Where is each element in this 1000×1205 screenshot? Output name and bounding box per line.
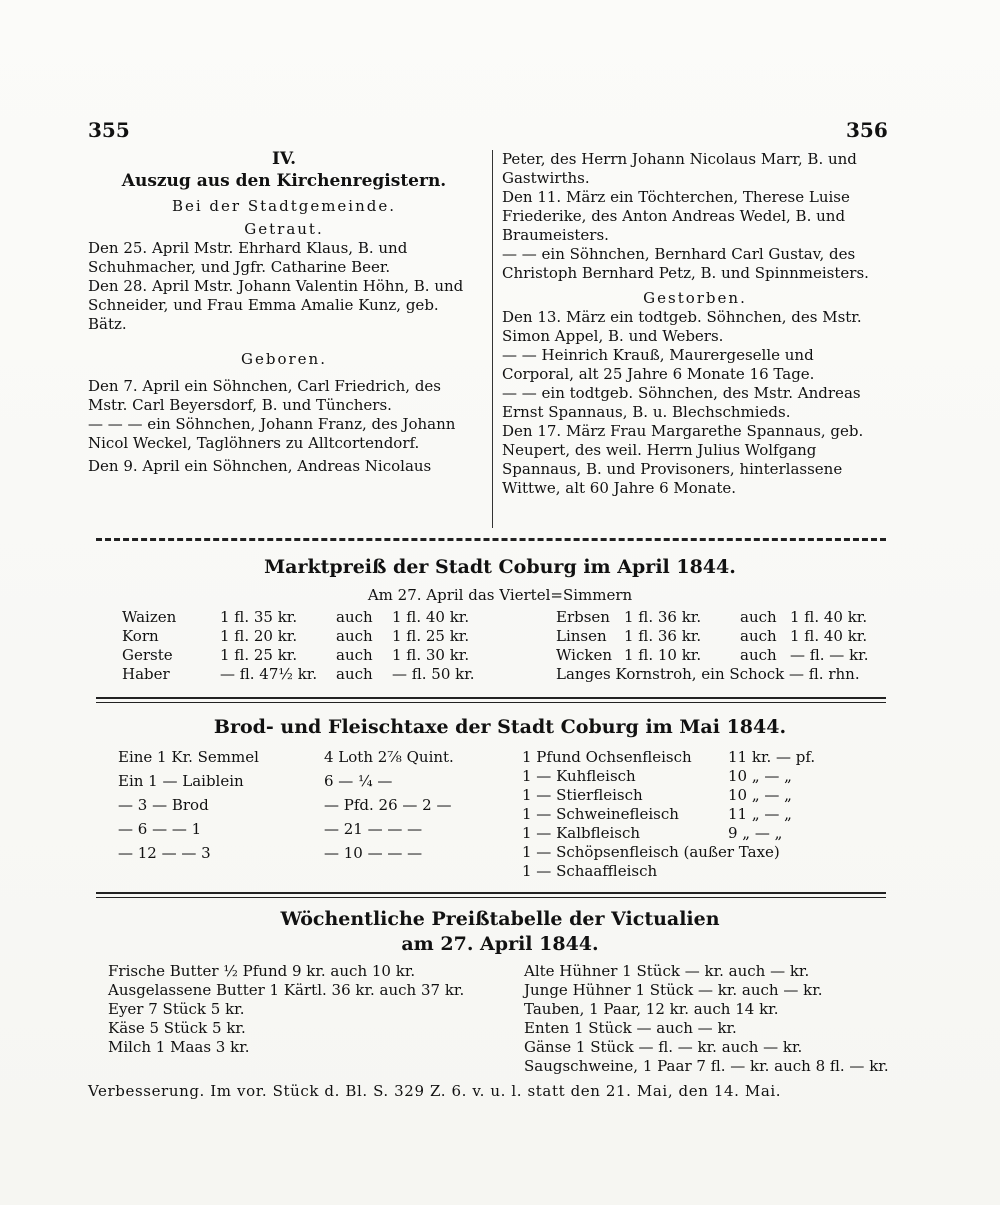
table-cell: Haber: [122, 665, 170, 683]
table-cell: 1 fl. 40 kr.: [790, 627, 868, 645]
table-row: [556, 627, 874, 646]
table-cell: 1 — Kalbfleisch: [522, 824, 641, 842]
table-cell: 11 „ — „: [728, 805, 792, 823]
table-cell: — 10 — — —: [324, 844, 423, 862]
market-title: Marktpreiß der Stadt Coburg im April 1844.: [264, 556, 736, 578]
table-row: [118, 815, 460, 839]
table-cell: auch: [740, 608, 777, 626]
market-subtitle: Am 27. April das Viertel=Simmern: [367, 586, 633, 604]
table-row: [522, 843, 821, 862]
table-row: [556, 665, 874, 684]
table-cell: 1 Pfund Ochsenfleisch: [522, 748, 692, 766]
table-cell: Waizen: [122, 608, 177, 626]
table-cell: Gerste: [122, 646, 173, 664]
weekly-subtitle: am 27. April 1844.: [401, 933, 599, 955]
entry-right-2: Den 11. März ein Töchterchen, Therese Luise Friederike, des Anton Andreas Wedel, B. und Braumeisters.: [502, 188, 850, 244]
table-row: [522, 862, 821, 881]
register-subheading: Bei der Stadtgemeinde.: [171, 197, 397, 215]
table-row: [522, 786, 821, 805]
table-row: [522, 805, 821, 824]
entry-married-1: Den 25. April Mstr. Ehrhard Klaus, B. und Schuhmacher, und Jgfr. Catharine Beer.: [88, 239, 408, 276]
list-item: Enten 1 Stück — auch — kr.: [524, 1019, 737, 1037]
table-cell: auch: [336, 608, 373, 626]
table-cell: 4 Loth 2⅞ Quint.: [324, 748, 454, 766]
entry-died-4: Den 17. März Frau Margarethe Spannaus, geb. Neupert, des weil. Herrn Julius Wolfgang Spannaus, B. und Provisoners, hinterlassene Wittwe, alt 60 Jahre 6 Monate.: [502, 422, 864, 497]
table-cell: — fl. — kr.: [790, 646, 869, 664]
weekly-right-list: [524, 962, 894, 1076]
table-cell: 1 fl. 40 kr.: [392, 608, 470, 626]
table-cell: Erbsen: [556, 608, 610, 626]
weekly-left-list: [108, 962, 498, 1057]
dashed-separator: [96, 538, 886, 541]
section-roman-numeral: IV.: [271, 149, 297, 169]
table-cell: auch: [336, 665, 373, 683]
table-cell: 11 kr. — pf.: [728, 748, 816, 766]
section-title-born: Geboren.: [241, 350, 327, 368]
section-title-married: Getraut.: [244, 220, 324, 238]
list-item: Gänse 1 Stück — fl. — kr. auch — kr.: [524, 1038, 803, 1056]
table-cell: 1 fl. 36 kr.: [624, 608, 702, 626]
table-row: [556, 646, 874, 665]
table-cell: 1 — Stierfleisch: [522, 786, 643, 804]
table-cell: 6 — ¼ —: [324, 772, 393, 790]
entry-born-2: — — — ein Söhnchen, Johann Franz, des Johann Nicol Weckel, Taglöhners zu Alltcortendorf.: [88, 415, 456, 452]
table-cell: 1 fl. 25 kr.: [392, 627, 470, 645]
list-item: Milch 1 Maas 3 kr.: [108, 1038, 250, 1056]
entry-born-3: Den 9. April ein Söhnchen, Andreas Nicolaus: [88, 457, 432, 475]
entry-died-3: — — ein todtgeb. Söhnchen, des Mstr. Andreas Ernst Spannaus, B. u. Blechschmieds.: [502, 384, 861, 421]
table-cell: 1 — Schweinefleisch: [522, 805, 679, 823]
entry-died-1: Den 13. März ein todtgeb. Söhnchen, des Mstr. Simon Appel, B. und Webers.: [502, 308, 862, 345]
table-cell: auch: [740, 627, 777, 645]
entry-right-3: — — ein Söhnchen, Bernhard Carl Gustav, des Christoph Bernhard Petz, B. und Spinnmeisters.: [502, 245, 869, 282]
column-divider: [492, 150, 493, 528]
table-cell: 9 „ — „: [728, 824, 783, 842]
table-cell: 1 fl. 10 kr.: [624, 646, 702, 664]
list-item: Käse 5 Stück 5 kr.: [108, 1019, 246, 1037]
table-cell: 1 fl. 36 kr.: [624, 627, 702, 645]
list-item: Junge Hühner 1 Stück — kr. auch — kr.: [524, 981, 823, 999]
table-cell: — 21 — — —: [324, 820, 423, 838]
table-cell: 1 fl. 35 kr.: [220, 608, 298, 626]
table-cell: — 12 — — 3: [118, 844, 211, 862]
table-cell: 1 — Schöpsenfleisch (außer Taxe): [522, 843, 780, 861]
entry-died-2: — — Heinrich Krauß, Maurergeselle und Corporal, alt 25 Jahre 6 Monate 16 Tage.: [502, 346, 815, 383]
table-row: [122, 627, 481, 646]
weekly-title: Wöchentliche Preißtabelle der Victualien: [280, 908, 720, 930]
table-cell: 1 fl. 20 kr.: [220, 627, 298, 645]
table-row: [118, 791, 460, 815]
table-cell: 1 fl. 25 kr.: [220, 646, 298, 664]
table-cell: — fl. 47½ kr.: [220, 665, 318, 683]
table-row: [522, 824, 821, 843]
market-table-left: [122, 608, 481, 684]
rule-bread-bottom: [96, 892, 886, 898]
table-row: [122, 608, 481, 627]
entry-right-1: Peter, des Herrn Johann Nicolaus Marr, B. und Gastwirths.: [502, 150, 857, 187]
section-title-died: Gestorben.: [643, 289, 747, 307]
table-cell: auch: [336, 646, 373, 664]
meat-table-right: [522, 748, 821, 881]
table-row: [118, 839, 460, 863]
page-number-left: 355: [88, 118, 130, 142]
table-cell: — 6 — — 1: [118, 820, 202, 838]
table-cell: Eine 1 Kr. Semmel: [118, 748, 259, 766]
table-row: [122, 665, 481, 684]
table-cell: — 3 — Brod: [118, 796, 209, 814]
table-cell: Wicken: [556, 646, 612, 664]
list-item: Eyer 7 Stück 5 kr.: [108, 1000, 245, 1018]
rule-market-bottom: [96, 697, 886, 703]
entry-born-1: Den 7. April ein Söhnchen, Carl Friedrich, des Mstr. Carl Beyersdorf, B. und Tünchers.: [88, 377, 441, 414]
correction-note: Verbesserung. Im vor. Stück d. Bl. S. 329 Z. 6. v. u. l. statt den 21. Mai, den 14. Mai.: [88, 1082, 782, 1100]
register-heading: Auszug aus den Kirchenregistern.: [121, 171, 447, 191]
list-item: Frische Butter ½ Pfund 9 kr. auch 10 kr.: [108, 962, 416, 980]
table-cell: 1 fl. 40 kr.: [790, 608, 868, 626]
table-cell: Linsen: [556, 627, 607, 645]
table-row: [122, 646, 481, 665]
table-cell: — Pfd. 26 — 2 —: [324, 796, 452, 814]
table-cell: 1 — Schaaffleisch: [522, 862, 658, 880]
bread-table-left: [118, 748, 460, 863]
table-cell: auch: [740, 646, 777, 664]
list-item: Ausgelassene Butter 1 Kärtl. 36 kr. auch 37 kr.: [108, 981, 465, 999]
left-column: [88, 150, 480, 476]
table-row: [556, 608, 874, 627]
table-cell: 10 „ — „: [728, 767, 792, 785]
table-row: [522, 767, 821, 786]
market-table-right: [556, 608, 874, 684]
table-row: [118, 767, 460, 791]
entry-married-2: Den 28. April Mstr. Johann Valentin Höhn, B. und Schneider, und Frau Emma Amalie Kunz, geb. Bätz.: [88, 277, 464, 333]
table-cell: 1 — Kuhfleisch: [522, 767, 636, 785]
table-cell: auch: [336, 627, 373, 645]
table-cell: Korn: [122, 627, 159, 645]
list-item: Tauben, 1 Paar, 12 kr. auch 14 kr.: [524, 1000, 779, 1018]
table-cell: Ein 1 — Laiblein: [118, 772, 244, 790]
table-cell: — fl. 50 kr.: [392, 665, 475, 683]
table-cell: Langes Kornstroh, ein Schock — fl. rhn.: [556, 665, 860, 683]
list-item: Saugschweine, 1 Paar 7 fl. — kr. auch 8 fl. — kr.: [524, 1057, 889, 1075]
table-row: [522, 748, 821, 767]
right-column: [502, 150, 888, 498]
table-row: [118, 748, 460, 767]
page-number-right: 356: [846, 118, 888, 142]
bread-title: Brod- und Fleischtaxe der Stadt Coburg im Mai 1844.: [213, 716, 787, 738]
table-cell: 1 fl. 30 kr.: [392, 646, 470, 664]
list-item: Alte Hühner 1 Stück — kr. auch — kr.: [524, 962, 810, 980]
table-cell: 10 „ — „: [728, 786, 792, 804]
